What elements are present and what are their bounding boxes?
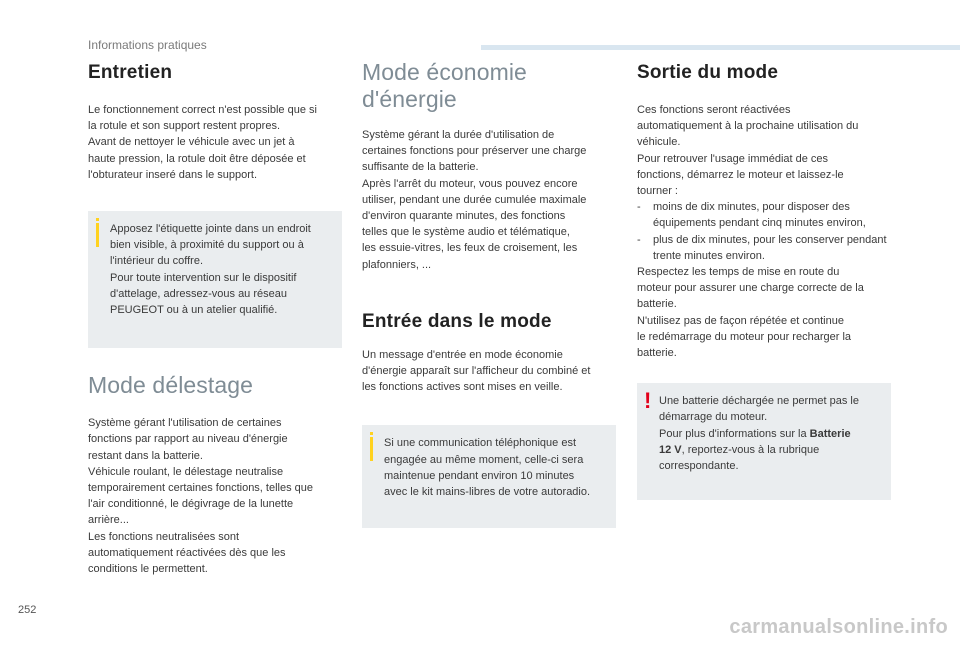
watermark: carmanualsonline.info (729, 616, 948, 638)
column-entretien (88, 62, 342, 577)
section-header: Informations pratiques (88, 38, 207, 52)
info-icon (96, 223, 99, 247)
info-icon (370, 437, 373, 461)
info-note-etiquette: Apposez l'étiquette jointe dans un endroit bien visible, à proximité du support ou à l'intérieur du coffre. Pour toute intervention sur le dispositif d'attelage, adressez-vous au réseau PEUGEOT ou à un atelier qualifié. (88, 211, 342, 348)
list-item: - moins de dix minutes, pour disposer des équipements pendant cinq minutes environ, (637, 199, 891, 231)
paragraph-entretien: Le fonctionnement correct n'est possible que si la rotule et son support restent propres. Avant de nettoyer le véhicule avec un jet à haute pression, la rotule doit être déposée et l'obturateur inseré dans le support. (88, 104, 317, 181)
warning-icon: ! (644, 388, 652, 414)
paragraph-mode-delestage: Système gérant l'utilisation de certaines fonctions par rapport au niveau d'énergie restant dans la batterie. Véhicule roulant, le délestage neutralise temporairement certaines fonctions, telles que l'air conditionné, le dégivrage de la lunette arrière... Les fonctions neutralisées sont automatiquement réactivées dès que les conditions le permettent. (88, 417, 314, 576)
duration-list (637, 199, 891, 264)
page-number: 252 (18, 604, 37, 616)
column-mode-economie (362, 59, 616, 528)
info-note-telephone: Si une communication téléphonique est engagée au même moment, celle-ci sera maintenue pendant environ 10 minutes avec le kit mains-libres de votre autoradio. (362, 425, 616, 528)
heading-entretien: Entretien (88, 62, 173, 83)
heading-entree-mode: Entrée dans le mode (362, 310, 552, 332)
column-sortie-mode (637, 62, 891, 500)
paragraph-sortie-mode: Ces fonctions seront réactivées automatiquement à la prochaine utilisation du véhicule. Pour retrouver l'usage immédiat de ces fonctions, démarrez le moteur et laissez-le tourner : (637, 104, 859, 198)
paragraph-recharge: Respectez les temps de mise en route du moteur pour assurer une charge correcte de la batterie. N'utilisez pas de façon répétée et continue le redémarrage du moteur pour recharger la batterie. (637, 266, 864, 360)
paragraph-mode-economie: Système gérant la durée d'utilisation de certaines fonctions pour préserver une charge suffisante de la batterie. Après l'arrêt du moteur, vous pouvez encore utiliser, pendant une durée cumulée maximale d'environ quarante minutes, des fonctions telles que le système audio et télématique, les essuie-vitres, les feux de croisement, les plafonniers, ... (362, 129, 587, 271)
heading-mode-economie: Mode économie d'énergie (362, 59, 527, 112)
header-bar (481, 45, 960, 50)
paragraph-entree-mode: Un message d'entrée en mode économie d'énergie apparaît sur l'afficheur du combiné et les fonctions actives sont mises en veille. (362, 348, 591, 394)
list-item: - plus de dix minutes, pour les conserver pendant trente minutes environ. (637, 232, 891, 264)
heading-sortie-mode: Sortie du mode (637, 62, 779, 83)
warning-note-batterie: ! Une batterie déchargée ne permet pas le démarrage du moteur. Pour plus d'informations sur la Batterie 12 V, reportez-vous à la rubrique correspondante. (637, 383, 891, 500)
heading-mode-delestage: Mode délestage (88, 372, 254, 399)
